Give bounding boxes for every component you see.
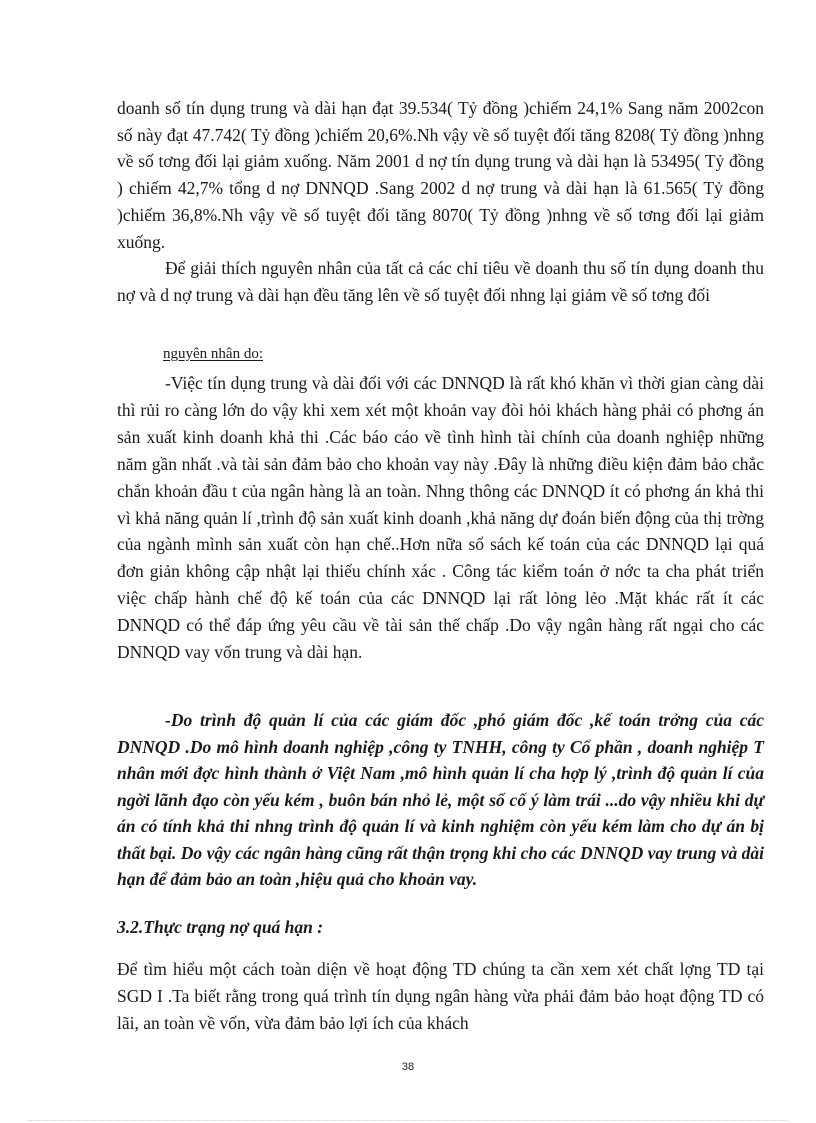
paragraph-text: Để giải thích nguyên nhân của tất cả các chỉ tiêu về doanh thu số tín dụng doanh thu nợ và d nợ trung và dài hạn đều tăng lên về số tuyệt đối nhng lại giảm về số tơng đối [117, 258, 764, 305]
paragraph-text: doanh số tín dụng trung và dài hạn đạt 39.534( Tỷ đồng )chiếm 24,1% Sang năm 2002con số này đạt 47.742( Tỷ đồng )chiếm 20,6%.Nh vậy về số tuyệt đối tăng 8208( Tỷ đồng )nhng về số tơng đối lại giảm xuống. Năm 2001 d nợ tín dụng trung và dài hạn là 53495( Tỷ đồng ) chiếm 42,7% tổng d nợ DNNQD .Sang 2002 d nợ trung và dài hạn là 61.565( Tỷ đồng )chiếm 36,8%.Nh vậy về số tuyệt đối tăng 8070( Tỷ đồng )nhng về số tơng đối lại giảm xuống. [117, 98, 764, 252]
page-bottom-divider [28, 1120, 788, 1121]
section-heading-3-2: 3.2.Thực trạng nợ quá hạn : [117, 917, 324, 937]
page-number: 38 [401, 1061, 415, 1073]
causes-heading: nguyên nhân do: [163, 346, 263, 362]
paragraph-credit-statistics [117, 95, 764, 255]
paragraph-cause-2 [117, 707, 764, 893]
paragraph-cause-1 [117, 370, 764, 666]
paragraph-explanation-intro [117, 255, 764, 308]
paragraph-text: Để tìm hiểu một cách toàn diện về hoạt động TD chúng ta cần xem xét chất lợng TD tại SGD I .Ta biết rằng trong quá trình tín dụng ngân hàng vừa phải đảm bảo hoạt động TD có lãi, an toàn về vốn, vừa đảm bảo lợi ích của khách [117, 959, 764, 1033]
paragraph-overdue-debt [117, 956, 764, 1037]
paragraph-text: -Do trình độ quản lí của các giám đốc ,phó giám đốc ,kế toán trởng của các DNNQD .Do mô hình doanh nghiệp ,công ty TNHH, công ty Cổ phần , doanh nghiệp T nhân mới đợc hình thành ở Việt Nam ,mô hình quản lí cha hợp lý ,trình độ quản lí của ngời lãnh đạo còn yếu kém , buôn bán nhỏ lẻ, một số cố ý làm trái ...do vậy nhiều khi dự án có tính khả thi nhng trình độ quản lí và kinh nghiệm còn yếu kém làm cho dự án bị thất bại. Do vậy các ngân hàng cũng rất thận trọng khi cho các DNNQD vay trung và dài hạn để đảm bảo an toàn ,hiệu quả cho khoản vay. [117, 710, 764, 889]
paragraph-text: -Việc tín dụng trung và dài đối với các DNNQD là rất khó khăn vì thời gian càng dài thì rủi ro càng lớn do vậy khi xem xét một khoản vay đòi hỏi khách hàng phải có phơng án sản xuất kinh doanh khả thi .Các báo cáo về tình hình tài chính của doanh nghiệp những năm gần nhất .và tài sản đảm bảo cho khoản vay này .Đây là những điều kiện đảm bảo chắc chắn khoản đầu t của ngân hàng là an toàn. Nhng thông các DNNQD ít có phơng án khả thi vì khả năng quản lí ,trình độ sản xuất kinh doanh ,khả năng dự đoán biến động của thị trờng của ngành mình sản xuất còn hạn chế..Hơn nữa sổ sách kế toán của các DNNQD lại quá đơn giản không cập nhật lại thiếu chính xác . Công tác kiểm toán ở nớc ta cha phát triển việc chấp hành chế độ kế toán của các DNNQD lại rất lỏng lẻo .Mặt khác rất ít các DNNQD có thể đáp ứng yêu cầu về tài sản thế chấp .Do vậy ngân hàng rất ngại cho các DNNQD vay vốn trung và dài hạn. [117, 373, 764, 663]
